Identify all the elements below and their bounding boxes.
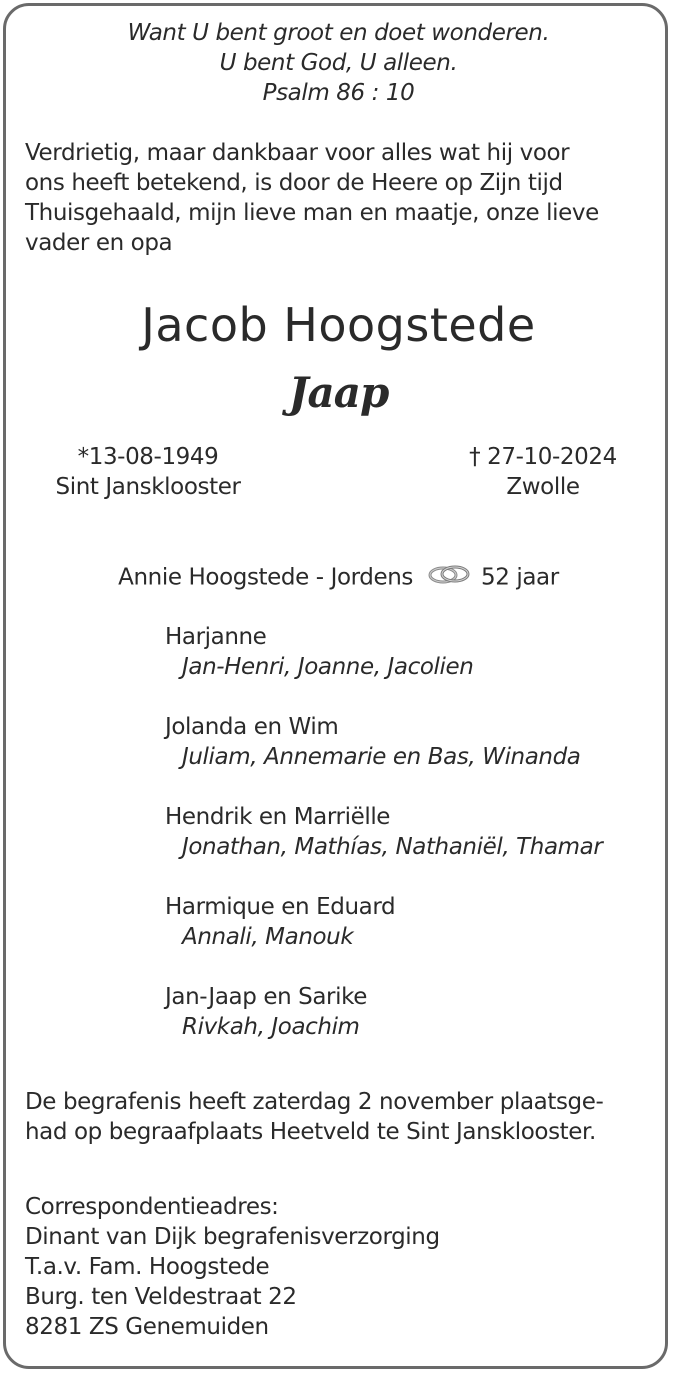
- birth-place: Sint Jansklooster: [55, 474, 241, 500]
- spouse-name: Annie Hoogstede - Jordens: [118, 564, 413, 591]
- spouse-line: [0, 562, 677, 594]
- child-grandchildren: Juliam, Annemarie en Bas, Winanda: [182, 744, 581, 770]
- child-entry: [165, 712, 665, 802]
- child-parents: Jolanda en Wim: [165, 714, 339, 740]
- correspondence-line: Dinant van Dijk begrafenisverzorging: [25, 1224, 440, 1250]
- intro-line: Thuisgehaald, mijn lieve man en maatje, onze lieve: [25, 200, 599, 226]
- correspondence-line: Burg. ten Veldestraat 22: [25, 1284, 297, 1310]
- child-grandchildren: Rivkah, Joachim: [182, 1014, 360, 1040]
- deceased-name: Jacob Hoogstede: [141, 298, 536, 352]
- child-entry: [165, 622, 665, 712]
- correspondence-line: T.a.v. Fam. Hoogstede: [25, 1254, 270, 1280]
- child-parents: Harmique en Eduard: [165, 894, 396, 920]
- verse-line-2: U bent God, U alleen.: [219, 50, 458, 76]
- children-list: [165, 622, 665, 1072]
- verse-reference: Psalm 86 : 10: [262, 80, 415, 106]
- death-date: † 27-10-2024: [469, 444, 617, 470]
- wedding-rings-icon: [425, 562, 473, 594]
- correspondence-line: 8281 ZS Genemuiden: [25, 1314, 269, 1340]
- child-entry: [165, 982, 665, 1072]
- child-parents: Hendrik en Marriëlle: [165, 804, 391, 830]
- intro-line: Verdrietig, maar dankbaar voor alles wat hij voor: [25, 140, 570, 166]
- verse-line-1: Want U bent groot en doet wonderen.: [127, 20, 550, 46]
- child-entry: [165, 892, 665, 982]
- funeral-line: De begrafenis heeft zaterdag 2 november plaatsge-: [25, 1089, 604, 1115]
- correspondence-heading: Correspondentieadres:: [25, 1194, 279, 1220]
- intro-text: [25, 138, 655, 258]
- deceased-nickname: Jaap: [288, 368, 389, 417]
- child-parents: Harjanne: [165, 624, 267, 650]
- child-grandchildren: Jonathan, Mathías, Nathaniël, Thamar: [182, 834, 603, 860]
- child-grandchildren: Annali, Manouk: [182, 924, 354, 950]
- funeral-line: had op begraafplaats Heetveld te Sint Jansklooster.: [25, 1119, 596, 1145]
- funeral-text: [25, 1087, 655, 1147]
- intro-line: vader en opa: [25, 230, 173, 256]
- child-parents: Jan-Jaap en Sarike: [165, 984, 367, 1010]
- intro-line: ons heeft betekend, is door de Heere op Zijn tijd: [25, 170, 563, 196]
- child-grandchildren: Jan-Henri, Joanne, Jacolien: [182, 654, 474, 680]
- marriage-years: 52 jaar: [481, 564, 559, 591]
- child-entry: [165, 802, 665, 892]
- death-place: Zwolle: [506, 474, 580, 500]
- correspondence-address: [25, 1192, 655, 1342]
- birth-date: *13-08-1949: [77, 444, 219, 470]
